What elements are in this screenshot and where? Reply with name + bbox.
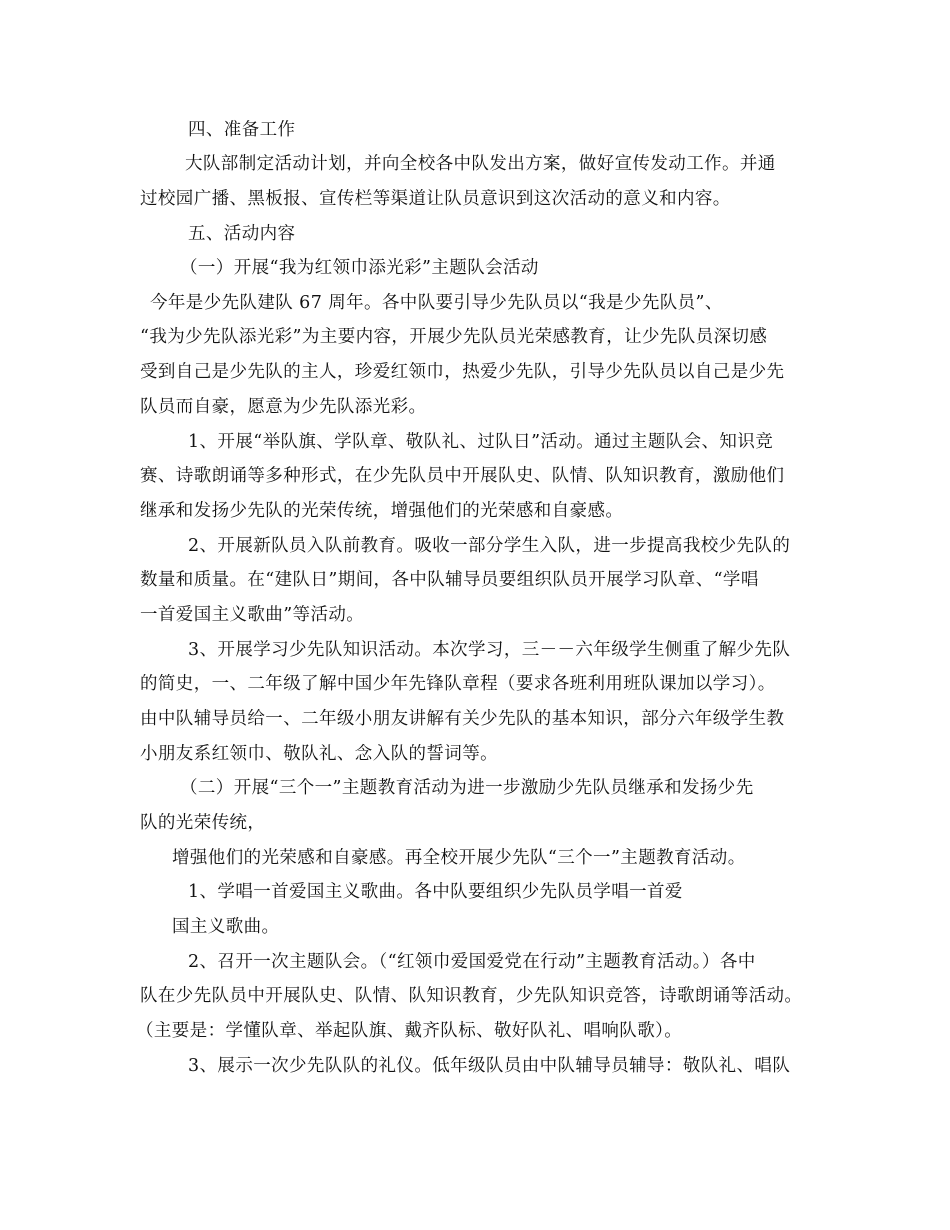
paragraph-line: 继承和发扬少先队的光荣传统，增强他们的光荣感和自豪感。 <box>140 501 624 521</box>
item-three-line: 3、开展学习少先队知识活动。本次学习，三－－六年级学生侧重了解少先队 <box>188 640 791 660</box>
item-one-line: 1、开展“举队旗、学队章、敬队礼、过队日”活动。通过主题队会、知识竞 <box>188 432 774 452</box>
item-two-line: 2、召开一次主题队会。（“红领巾爱国爱党在行动”主题教育活动。）各中 <box>188 952 756 972</box>
paragraph-line: 今年是少先队建队 67 周年。各中队要引导少先队员以“我是少先队员”、 <box>150 293 723 313</box>
subheading-two: （二）开展“三个一”主题教育活动为进一步激励少先队员继承和发扬少先 <box>180 778 754 798</box>
subheading-one: （一）开展“我为红领巾添光彩”主题队会活动 <box>180 258 539 278</box>
item-three-line: 3、展示一次少先队队的礼仪。低年级队员由中队辅导员辅导：敬队礼、唱队 <box>188 1056 791 1076</box>
paragraph-line: 一首爱国主义歌曲”等活动。 <box>140 605 365 625</box>
paragraph-line: 由中队辅导员给一、二年级小朋友讲解有关少先队的基本知识，部分六年级学生教 <box>140 709 785 729</box>
item-one-line: 1、学唱一首爱国主义歌曲。各中队要组织少先队员学唱一首爱 <box>188 882 683 902</box>
paragraph-line: 过校园广播、黑板报、宣传栏等渠道让队员意识到这次活动的意义和内容。 <box>140 189 731 209</box>
paragraph-line: 队在少先队员中开展队史、队情、队知识教育，少先队知识竞答，诗歌朗诵等活动。 <box>140 986 803 1006</box>
paragraph-line: 受到自己是少先队的主人，珍爱红领巾，热爱少先队，引导少先队员以自己是少先 <box>140 362 785 382</box>
paragraph-line: （主要是：学懂队章、举起队旗、戴齐队标、敬好队礼、唱响队歌）。 <box>136 1021 683 1041</box>
heading-activity-content: 五、活动内容 <box>188 224 296 244</box>
paragraph-line: 增强他们的光荣感和自豪感。再全校开展少先队“三个一”主题教育活动。 <box>172 848 746 868</box>
paragraph-line: “我为少先队添光彩”为主要内容，开展少先队员光荣感教育，让少先队员深切感 <box>140 327 768 347</box>
paragraph-line: 队员而自豪，愿意为少先队添光彩。 <box>140 397 427 417</box>
paragraph-line: 赛、诗歌朗诵等多种形式，在少先队员中开展队史、队情、队知识教育，激励他们 <box>140 466 785 486</box>
heading-preparation: 四、准备工作 <box>188 120 296 140</box>
paragraph-line: 数量和质量。在“建队日”期间，各中队辅导员要组织队员开展学习队章、“学唱 <box>140 570 759 590</box>
paragraph-line: 的简史，一、二年级了解中国少年先锋队章程（要求各班利用班队课加以学习）。 <box>140 674 776 694</box>
item-two-line: 2、开展新队员入队前教育。吸收一部分学生入队，进一步提高我校少先队的 <box>188 536 791 556</box>
paragraph-line: 小朋友系红领巾、敬队礼、念入队的誓词等。 <box>140 744 498 764</box>
paragraph-line: 大队部制定活动计划，并向全校各中队发出方案，做好宣传发动工作。并通 <box>185 154 776 174</box>
paragraph-line: 队的光荣传统， <box>140 813 266 833</box>
paragraph-line: 国主义歌曲。 <box>172 917 280 937</box>
